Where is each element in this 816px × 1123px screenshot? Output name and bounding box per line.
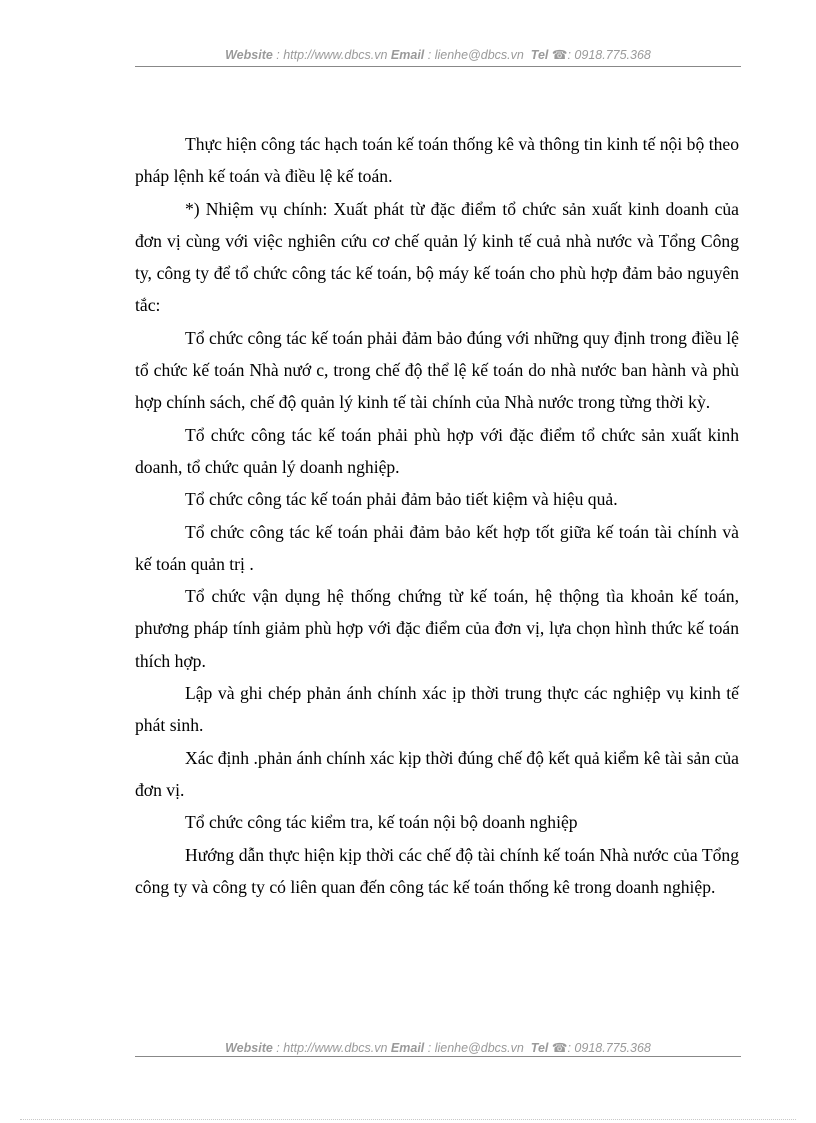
page-bottom-dotted-line	[20, 1119, 796, 1120]
page-header	[135, 47, 741, 62]
paragraph: Hướng dẫn thực hiện kịp thời các chế độ tài chính kế toán Nhà nước của Tổng công ty và công ty có liên quan đến công tác kế toán thống kê trong doanh nghiệp.	[135, 844, 739, 897]
page-footer	[135, 1040, 741, 1055]
paragraph: Tổ chức công tác kế toán phải đảm bảo kết hợp tốt giữa kế toán tài chính và kế toán quản trị .	[135, 521, 739, 574]
paragraph: *) Nhiệm vụ chính: Xuất phát từ đặc điểm tổ chức sản xuất kinh doanh của đơn vị cùng với việc nghiên cứu cơ chế quản lý kinh tế cuả nhà nước và Tổng Công ty, công ty để tổ chức công tác kế toán, bộ máy kế toán cho phù hợp đảm bảo nguyên tắc:	[135, 198, 739, 316]
phone-icon: ☎	[551, 48, 568, 62]
paragraph: Tổ chức công tác kế toán phải đảm bảo đúng với những quy định trong điều lệ tổ chức kế toán Nhà nướ c, trong chế độ thể lệ kế toán do nhà nước ban hành và phù hợp chính sách, chế độ quản lý kinh tế tài chính của Nhà nước trong từng thời kỳ.	[135, 327, 739, 413]
paragraph: Tổ chức công tác kế toán phải đảm bảo tiết kiệm và hiệu quả.	[185, 489, 618, 510]
footer-divider	[135, 1056, 741, 1057]
footer-email-value[interactable]: : lienhe@dbcs.vn	[424, 1041, 528, 1055]
paragraph: Tổ chức công tác kiểm tra, kế toán nội bộ doanh nghiệp	[185, 812, 578, 833]
footer-website-value[interactable]: : http://www.dbcs.vn	[272, 1041, 391, 1055]
footer-website-label: Website	[225, 1041, 273, 1055]
header-tel-value: : 0918.775.368	[567, 48, 651, 62]
header-website-label: Website	[225, 48, 273, 62]
paragraph: Thực hiện công tác hạch toán kế toán thống kê và thông tin kinh tế nội bộ theo pháp lệnh kế toán và điều lệ kế toán.	[135, 134, 739, 187]
footer-tel-label: Tel	[530, 1041, 549, 1055]
paragraph: Tổ chức công tác kế toán phải phù hợp với đặc điểm tổ chức sản xuất kinh doanh, tổ chức quản lý doanh nghiệp.	[135, 424, 739, 477]
header-divider	[135, 66, 741, 67]
paragraph: Xác định .phản ánh chính xác kịp thời đúng chế độ kết quả kiểm kê tài sản của đơn vị.	[135, 747, 739, 800]
paragraph: Tổ chức vận dụng hệ thống chứng từ kế toán, hệ thộng tìa khoản kế toán, phương pháp tính giảm phù hợp với đặc điểm của đơn vị, lựa chọn hình thức kế toán thích hợp.	[135, 586, 739, 671]
header-email-value[interactable]: : lienhe@dbcs.vn	[424, 48, 528, 62]
header-tel-label: Tel	[530, 48, 549, 62]
document-body	[135, 128, 739, 903]
footer-tel-value: : 0918.775.368	[567, 1041, 651, 1055]
header-email-label: Email	[390, 48, 425, 62]
footer-email-label: Email	[390, 1041, 425, 1055]
header-website-value[interactable]: : http://www.dbcs.vn	[272, 48, 391, 62]
paragraph: Lập và ghi chép phản ánh chính xác ịp thời trung thực các nghiệp vụ kinh tế phát sinh.	[135, 683, 739, 736]
phone-icon: ☎	[551, 1041, 568, 1055]
